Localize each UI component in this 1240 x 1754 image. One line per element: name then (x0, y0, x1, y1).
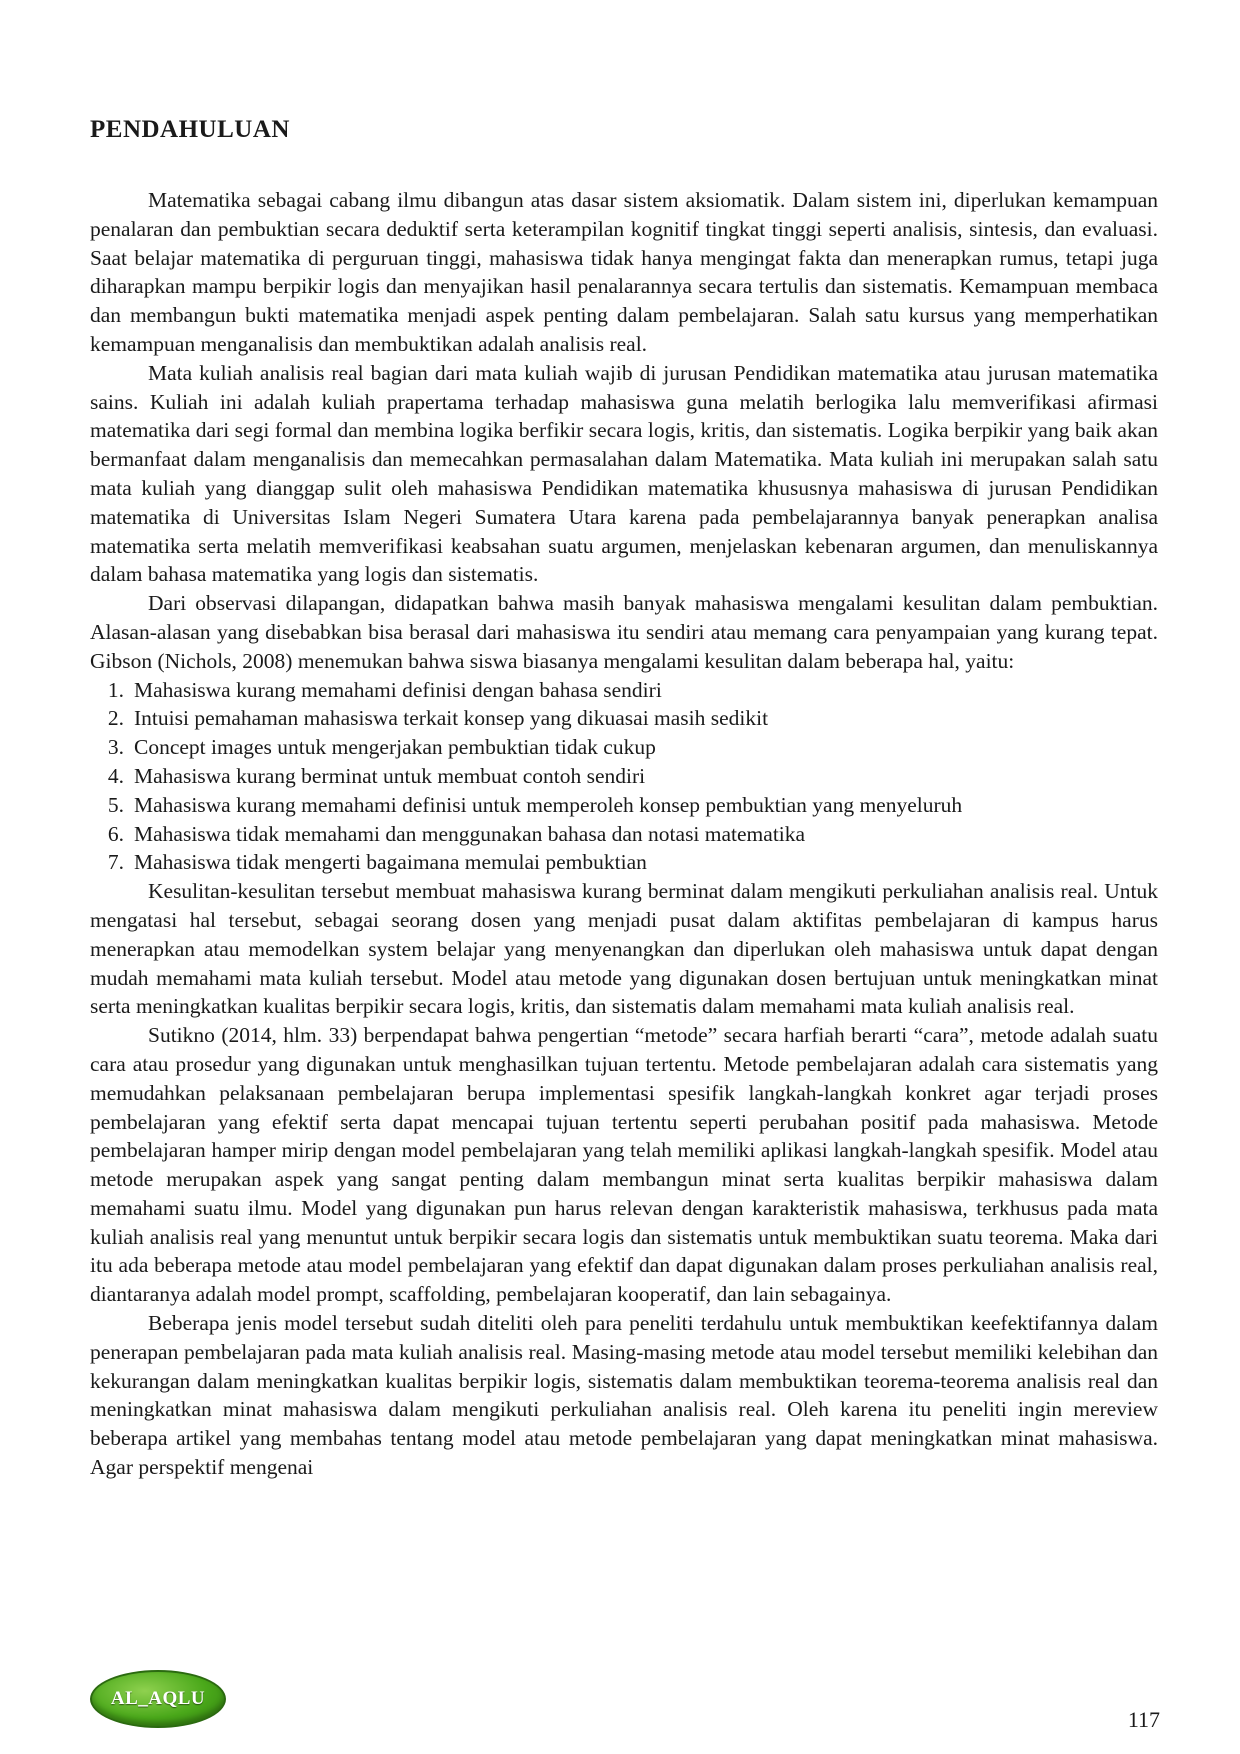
paragraph: Dari observasi dilapangan, didapatkan bahwa masih banyak mahasiswa mengalami kesulitan dalam pembuktian. Alasan-alasan yang disebabkan bisa berasal dari mahasiswa itu sendiri atau memang cara penyampaian yang kurang tepat. Gibson (Nichols, 2008) menemukan bahwa siswa biasanya mengalami kesulitan dalam beberapa hal, yaitu: (90, 591, 1158, 673)
list-item-text: Mahasiswa tidak memahami dan menggunakan bahasa dan notasi matematika (134, 821, 806, 846)
list-item (90, 704, 1158, 733)
list-item (90, 820, 1158, 849)
list-number: 6. (107, 821, 124, 846)
paragraph: Kesulitan-kesulitan tersebut membuat mahasiswa kurang berminat dalam mengikuti perkuliahan analisis real. Untuk mengatasi hal tersebut, sebagai seorang dosen yang menjadi pusat dalam aktifitas pembelajaran di kampus harus menerapkan atau memodelkan system belajar yang menyenangkan dan diperlukan oleh mahasiswa untuk dapat dengan mudah memahami mata kuliah tersebut. Model atau metode yang digunakan dosen bertujuan untuk meningkatkan minat serta meningkatkan kualitas berpikir secara logis, kritis, dan sistematis dalam memahami mata kuliah analisis real. (90, 879, 1158, 1019)
body-text (90, 186, 1158, 1482)
list-item (90, 676, 1158, 705)
paragraph: Matematika sebagai cabang ilmu dibangun atas dasar sistem aksiomatik. Dalam sistem ini, diperlukan kemampuan penalaran dan pembuktian secara deduktif serta keterampilan kognitif tingkat tinggi seperti analisis, sintesis, dan evaluasi. Saat belajar matematika di perguruan tinggi, mahasiswa tidak hanya mengingat fakta dan menerapkan rumus, tetapi juga diharapkan mampu berpikir logis dan menyajikan hasil penalarannya secara tertulis dan sistematis. Kemampuan membaca dan membangun bukti matematika menjadi aspek penting dalam pembelajaran. Salah satu kursus yang memperhatikan kemampuan menganalisis dan membuktikan adalah analisis real. (90, 188, 1158, 356)
list-item (90, 762, 1158, 791)
paragraph: Mata kuliah analisis real bagian dari mata kuliah wajib di jurusan Pendidikan matematika atau jurusan matematika sains. Kuliah ini adalah kuliah prapertama terhadap mahasiswa guna melatih berlogika lalu memverifikasi afirmasi matematika dari segi formal dan membina logika berfikir secara logis, kritis, dan sistematis. Logika berpikir yang baik akan bermanfaat dalam menganalisis dan memecahkan permasalahan dalam Matematika. Mata kuliah ini merupakan salah satu mata kuliah yang dianggap sulit oleh mahasiswa Pendidikan matematika khususnya mahasiswa di jurusan Pendidikan matematika di Universitas Islam Negeri Sumatera Utara karena pada pembelajarannya banyak penerapkan analisa matematika serta melatih memverifikasi keabsahan suatu argumen, menjelaskan kebenaran argumen, dan menuliskannya dalam bahasa matematika yang logis dan sistematis. (90, 360, 1158, 587)
logo-text: AL_AQLU (110, 1688, 206, 1709)
paragraph: Sutikno (2014, hlm. 33) berpendapat bahwa pengertian “metode” secara harfiah berarti “cara”, metode adalah suatu cara atau prosedur yang digunakan untuk menghasilkan tujuan tertentu. Metode pembelajaran adalah cara sistematis yang memudahkan pelaksanaan pembelajaran berupa implementasi spesifik langkah-langkah konkret agar terjadi proses pembelajaran yang efektif serta dapat mencapai tujuan tertentu seperti perubahan positif pada mahasiswa. Metode pembelajaran hamper mirip dengan model pembelajaran yang telah memiliki aplikasi langkah-langkah spesifik. Model atau metode merupakan aspek yang sangat penting dalam membangun minat serta kualitas berpikir mahasiswa dalam memahami suatu ilmu. Model yang digunakan pun harus relevan dengan karakteristik mahasiswa, terkhusus pada mata kuliah analisis real yang menuntut untuk berpikir secara logis dan sistematis untuk membuktikan suatu teorema. Maka dari itu ada beberapa metode atau model pembelajaran yang efektif dan dapat digunakan dalam proses perkuliahan analisis real, diantaranya adalah model prompt, scaffolding, pembelajaran kooperatif, dan lain sebagainya. (90, 1023, 1158, 1307)
list-item-text: Mahasiswa kurang berminat untuk membuat contoh sendiri (134, 763, 646, 788)
list-number: 1. (107, 677, 124, 702)
section-heading: PENDAHULUAN (90, 116, 290, 143)
list-item-text: Mahasiswa tidak mengerti bagaimana memulai pembuktian (134, 850, 647, 875)
list-number: 5. (107, 792, 124, 817)
list-item-text: Mahasiswa kurang memahami definisi untuk memperoleh konsep pembuktian yang menyeluruh (134, 792, 963, 817)
list-item-text: Mahasiswa kurang memahami definisi dengan bahasa sendiri (134, 677, 662, 702)
list-number: 3. (107, 735, 124, 760)
journal-logo (90, 1670, 226, 1728)
list-item-text: Intuisi pemahaman mahasiswa terkait konsep yang dikuasai masih sedikit (134, 706, 769, 731)
list-number: 2. (107, 706, 124, 731)
list-number: 7. (107, 850, 124, 875)
list-item (90, 848, 1158, 877)
difficulties-list (90, 676, 1158, 878)
list-item (90, 791, 1158, 820)
list-number: 4. (107, 763, 124, 788)
paragraph: Beberapa jenis model tersebut sudah diteliti oleh para peneliti terdahulu untuk membuktikan keefektifannya dalam penerapan pembelajaran pada mata kuliah analisis real. Masing-masing metode atau model tersebut memiliki kelebihan dan kekurangan dalam meningkatkan kualitas berpikir logis, sistematis dalam membuktikan teorema-teorema analisis real dan meningkatkan minat mahasiswa dalam mengikuti perkuliahan analisis real. Oleh karena itu peneliti ingin mereview beberapa artikel yang membahas tentang model atau metode pembelajaran yang dapat meningkatkan minat mahasiswa. Agar perspektif mengenai (90, 1311, 1158, 1480)
list-item (90, 733, 1158, 762)
page-number: 117 (1127, 1707, 1160, 1732)
list-item-text: Concept images untuk mengerjakan pembuktian tidak cukup (134, 735, 656, 760)
